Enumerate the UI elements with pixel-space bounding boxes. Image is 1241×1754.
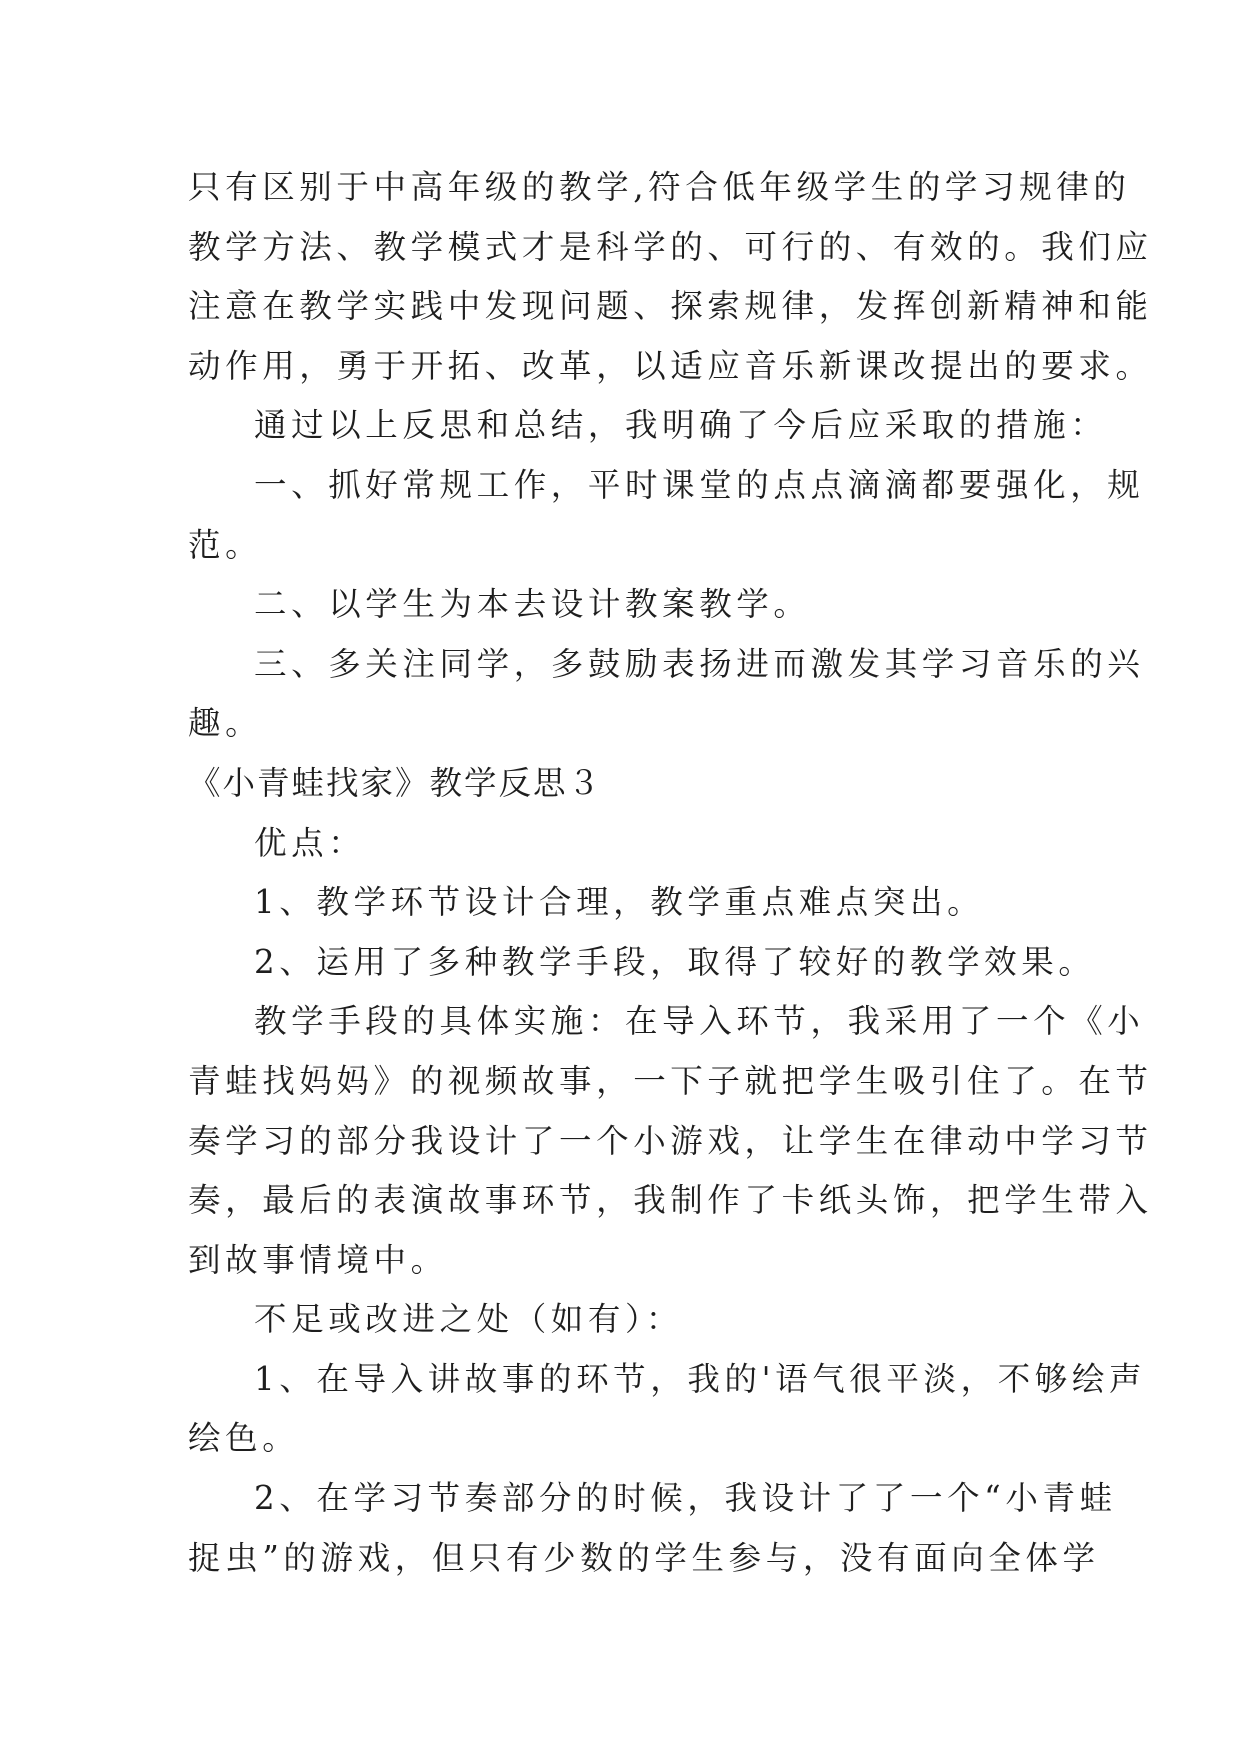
paragraph-line: 2、运用了多种教学手段，取得了较好的教学效果。 — [254, 942, 1096, 981]
paragraph-line: 捉虫”的游戏，但只有少数的学生参与，没有面向全体学 — [188, 1538, 1100, 1577]
paragraph-line: 2、在学习节奏部分的时候，我设计了了一个“小青蛙 — [254, 1479, 1117, 1518]
paragraph-line: 到故事情境中。 — [188, 1240, 448, 1279]
paragraph-line: 教学手段的具体实施：在导入环节，我采用了一个《小 — [254, 1002, 1145, 1041]
paragraph-line: 奏，最后的表演故事环节，我制作了卡纸头饰，把学生带入 — [188, 1181, 1153, 1220]
paragraph-line: 二、以学生为本去设计教案教学。 — [254, 585, 811, 624]
paragraph-line: 青蛙找妈妈》的视频故事，一下子就把学生吸引住了。在节 — [188, 1061, 1153, 1100]
paragraph-line: 绘色。 — [188, 1419, 300, 1458]
paragraph-line: 一、抓好常规工作，平时课堂的点点滴滴都要强化，规 — [254, 465, 1145, 504]
paragraph-line: 奏学习的部分我设计了一个小游戏，让学生在律动中学习节 — [188, 1121, 1153, 1160]
section-heading: 《小青蛙找家》教学反思３ — [188, 763, 603, 802]
paragraph-line: 动作用，勇于开拓、改革，以适应音乐新课改提出的要求。 — [188, 346, 1153, 385]
paragraph-line: 1、教学环节设计合理，教学重点难点突出。 — [254, 883, 985, 922]
paragraph-line: 不足或改进之处（如有）： — [254, 1300, 683, 1339]
paragraph-line: 三、多关注同学，多鼓励表扬进而激发其学习音乐的兴 — [254, 644, 1145, 683]
paragraph-line: 趣。 — [188, 704, 263, 743]
paragraph-line: 注意在教学实践中发现问题、探索规律，发挥创新精神和能 — [188, 287, 1153, 326]
paragraph-line: 1、在导入讲故事的环节，我的'语气很平淡，不够绘声 — [254, 1359, 1147, 1398]
paragraph-line: 只有区别于中高年级的教学,符合低年级学生的学习规律的 — [188, 168, 1131, 206]
document-body — [188, 158, 1153, 1588]
paragraph-line: 通过以上反思和总结，我明确了今后应采取的措施： — [254, 406, 1108, 445]
paragraph-line: 范。 — [188, 525, 263, 564]
paragraph-line: 教学方法、教学模式才是科学的、可行的、有效的。我们应 — [188, 227, 1153, 266]
paragraph-line: 优点： — [254, 823, 366, 862]
